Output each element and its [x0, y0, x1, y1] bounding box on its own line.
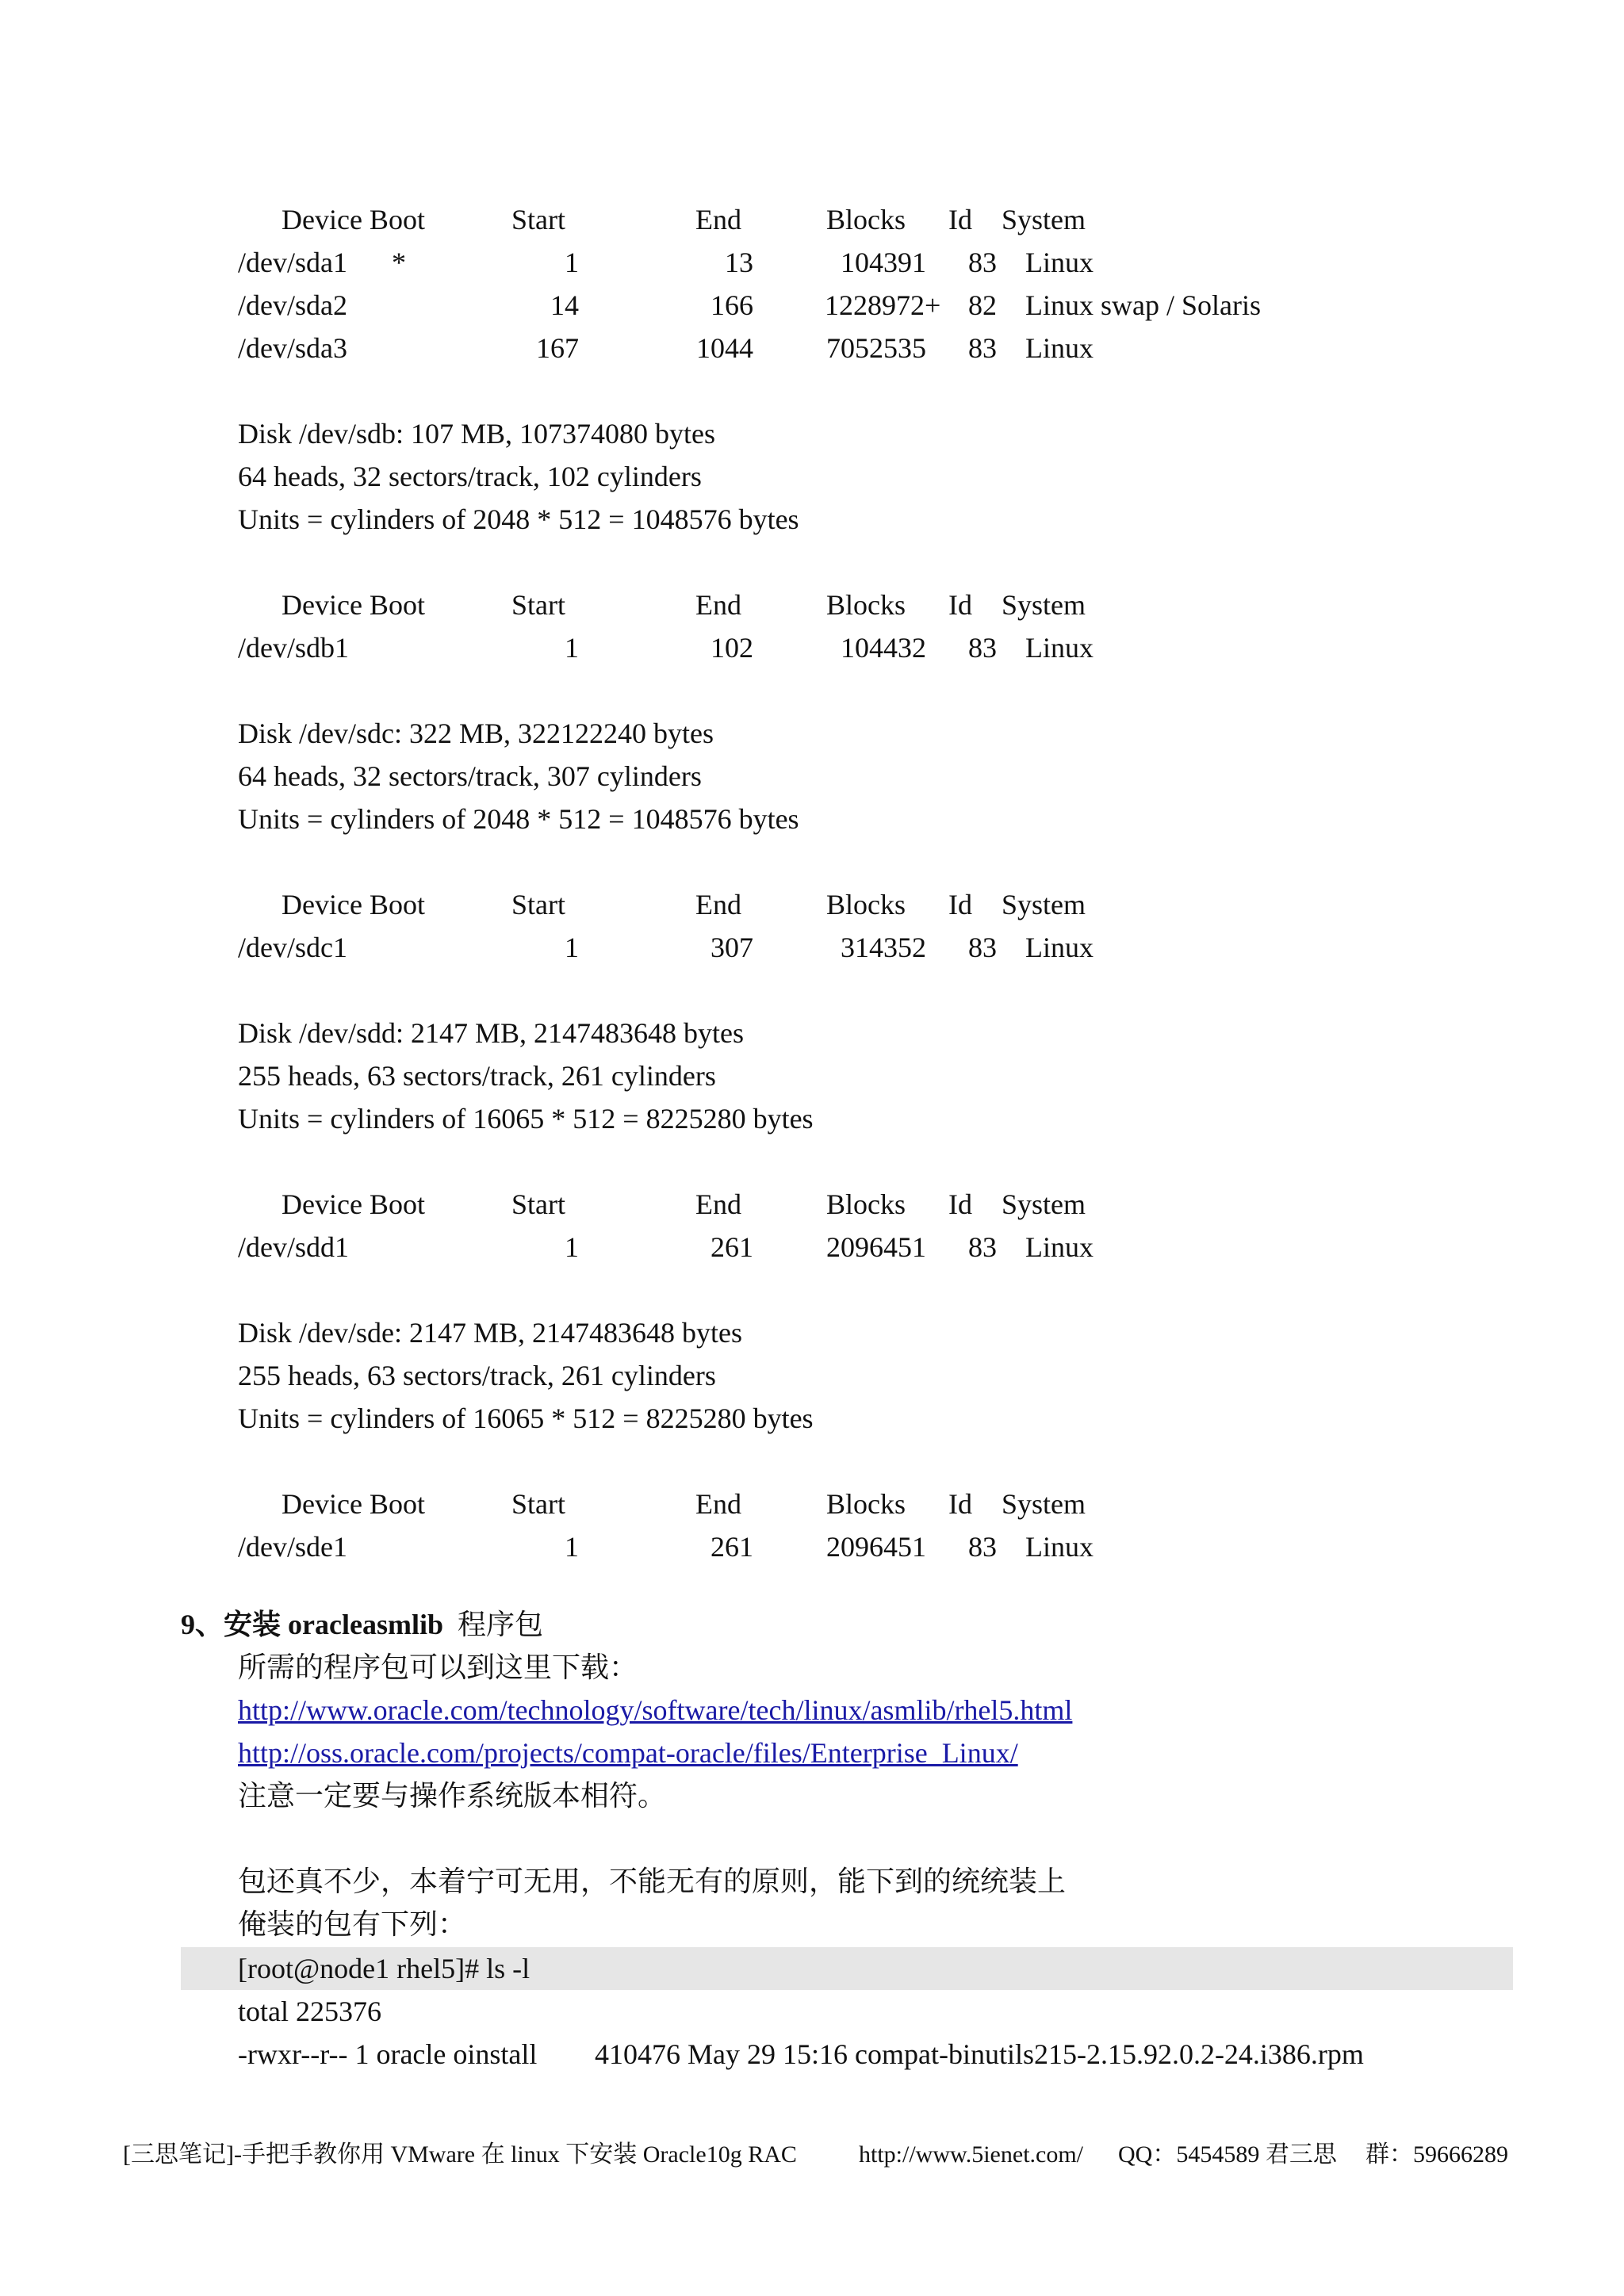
partition-row: /dev/sdc1 1 307 314352 83 Linux: [238, 932, 1094, 963]
terminal-file-row: -rwxr--r-- 1 oracle oinstall 410476 May 29 15:16 compat-binutils215-2.15.92.0.2-24.i386.rpm: [238, 2038, 1364, 2070]
col-blocks: Blocks: [826, 204, 906, 235]
partition-row: /dev/sdb1 1 102 104432 83 Linux: [238, 632, 1094, 664]
partition-row: /dev/sdd1 1 261 2096451 83 Linux: [238, 1231, 1094, 1263]
partition-table-header: Device Boot Start End Blocks Id System: [282, 889, 1086, 920]
disk-units: Units = cylinders of 16065 * 512 = 8225280 bytes: [238, 1402, 814, 1434]
paragraph-text: 包还真不少，本着宁可无用，不能无有的原则，能下到的统统装上: [238, 1866, 1067, 1897]
section-number: 9、安装: [181, 1609, 282, 1640]
disk-geometry: 64 heads, 32 sectors/track, 307 cylinders: [238, 760, 702, 792]
col-end: End: [695, 204, 741, 235]
partition-table-header: Device Boot Start End Blocks Id System: [282, 589, 1086, 621]
page-footer: [0, 2136, 1624, 2174]
col-system: System: [1002, 204, 1086, 235]
paragraph-text: 俺装的包有下列：: [238, 1908, 467, 1940]
disk-units: Units = cylinders of 16065 * 512 = 8225280 bytes: [238, 1103, 814, 1135]
disk-geometry: 255 heads, 63 sectors/track, 261 cylinders: [238, 1360, 716, 1391]
section-package: oracleasmlib: [288, 1609, 443, 1640]
col-id: Id: [948, 204, 972, 235]
section-suffix: 程序包: [457, 1609, 543, 1640]
note-text: 注意一定要与操作系统版本相符。: [238, 1780, 667, 1812]
partition-row: /dev/sda2 14 166 1228972+ 82 Linux swap / Solaris: [238, 289, 1261, 321]
partition-table-header: Device Boot Start End Blocks Id System: [282, 1488, 1086, 1520]
partition-row: /dev/sda1 * 1 13 104391 83 Linux: [238, 247, 1094, 278]
col-start: Start: [511, 204, 565, 235]
disk-info: Disk /dev/sdd: 2147 MB, 2147483648 bytes: [238, 1017, 745, 1049]
partition-table-header: [0, 198, 1624, 241]
partition-table-header: Device Boot Start End Blocks Id System: [282, 1188, 1086, 1220]
terminal-command: [root@node1 rhel5]# ls -l: [238, 1953, 530, 1984]
partition-row: /dev/sde1 1 261 2096451 83 Linux: [238, 1531, 1094, 1563]
disk-geometry: 64 heads, 32 sectors/track, 102 cylinders: [238, 461, 702, 492]
download-link-compat[interactable]: http://oss.oracle.com/projects/compat-oracle/files/Enterprise_Linux/: [238, 1737, 1018, 1769]
intro-text: 所需的程序包可以到这里下载：: [238, 1651, 638, 1683]
terminal-total: total 225376: [238, 1996, 381, 2027]
disk-info: Disk /dev/sdb: 107 MB, 107374080 bytes: [238, 418, 716, 450]
disk-units: Units = cylinders of 2048 * 512 = 1048576 bytes: [238, 803, 799, 835]
footer-title: [三思笔记]-手把手教你用 VMware 在 linux 下安装 Oracle10g RAC: [123, 2141, 797, 2168]
section-heading: [181, 1603, 543, 1646]
footer-qq: QQ：5454589 君三思: [1118, 2141, 1337, 2168]
footer-url: http://www.5ienet.com/: [859, 2141, 1084, 2168]
disk-geometry: 255 heads, 63 sectors/track, 261 cylinders: [238, 1060, 716, 1092]
download-link-asmlib[interactable]: http://www.oracle.com/technology/software/tech/linux/asmlib/rhel5.html: [238, 1694, 1073, 1726]
disk-info: Disk /dev/sde: 2147 MB, 2147483648 bytes: [238, 1317, 742, 1349]
footer-group: 群：59666289: [1365, 2141, 1508, 2168]
partition-row: /dev/sda3 167 1044 7052535 83 Linux: [238, 332, 1094, 364]
disk-info: Disk /dev/sdc: 322 MB, 322122240 bytes: [238, 718, 714, 749]
disk-units: Units = cylinders of 2048 * 512 = 1048576 bytes: [238, 503, 799, 535]
col-device-boot: Device Boot: [282, 204, 425, 235]
